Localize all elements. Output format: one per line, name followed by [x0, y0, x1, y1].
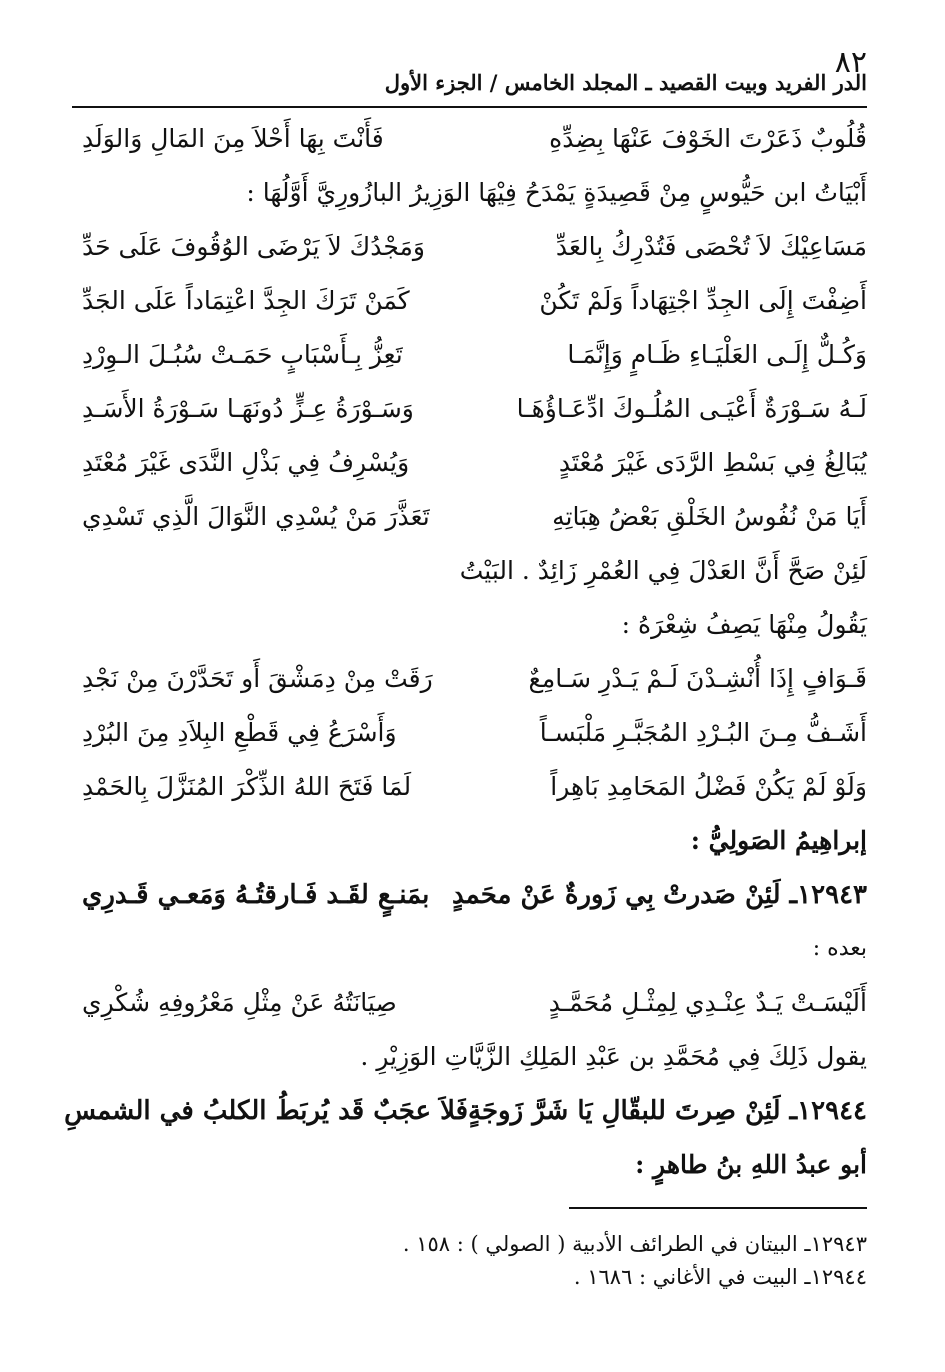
verse-line [82, 976, 867, 1030]
verse-first-hemistich: وَلَوْ لَمْ يَكُنْ فَضْلُ المَحَامِدِ بَاهِراً [550, 772, 867, 801]
verse-first-hemistich: ١٢٩٤٤ـ لَئِنْ صِرتَ للبقّالِ يَا شَرَّ زَوجَةٍ [468, 1096, 867, 1126]
verse-first-hemistich: أَضِفْتَ إِلَى الجِدِّ اجْتِهَاداً وَلَمْ تَكُنْ [539, 286, 867, 315]
verse-second-hemistich: لَمَا فَتَحَ اللهُ الذِّكْرَ المُنَزَّلَ بِالحَمْدِ [82, 772, 412, 801]
verse-first-hemistich: وَكُـلٌّ إِلَـى العَلْيَـاءِ ظَـامٍ وَإِنَّمَـا [567, 340, 867, 369]
verse-second-hemistich: فَأَنْتَ بِهَا أَحْلاَ مِنَ المَالِ وَالوَلَدِ [82, 124, 384, 153]
page-body [64, 112, 867, 1192]
prose-line: يقول ذَلِكَ فِي مُحَمَّدِ بن عَبْدِ المَلِكِ الزَّيَّاتِ الوَزِيْرِ . [360, 1042, 867, 1071]
verse-line [82, 490, 867, 544]
verse-line [82, 274, 867, 328]
numbered-verse [64, 1084, 867, 1138]
verse-line [82, 328, 867, 382]
verse-first-hemistich: قَـوَافٍ إِذَا أُنْشِـدْنَ لَـمْ يَـدْرِ سَـامِعٌ [528, 664, 867, 693]
footnotes [100, 1228, 867, 1294]
verse-second-hemistich: وَأَسْرَعُ فِي قَطْعِ البِلاَدِ مِنَ البُرْدِ [82, 718, 397, 747]
verse-line [82, 760, 867, 814]
prose-line: بعده : [812, 936, 867, 961]
page-header [72, 45, 867, 100]
prose-line: أَبْيَاتُ ابن حَيُّوسٍ مِنْ قَصِيدَةٍ يَمْدَحُ فِيْهَا الوَزِيرُ البازُورِيَّ أَوَّلُهَا : [246, 178, 867, 207]
verse-line [82, 652, 867, 706]
verse-line [82, 382, 867, 436]
verse-first-hemistich: لَـهُ سَـوْرَةٌ أَعْيَـى المُلُـوكَ ادِّعَـاؤُهَـا [516, 394, 867, 423]
verse-second-hemistich: بمَنـعٍ لقَـد فَـارقتُـهُ وَمَعـي قَـدرِي [82, 880, 430, 910]
footnote-rule [569, 1207, 867, 1209]
verse-first-hemistich: مَسَاعِيْكَ لاَ تُحْصَى فَتُدْرِكُ بِالعَدِّ [555, 232, 867, 261]
verse-first-hemistich: يُبَالِغُ فِي بَسْطِ الرَّدَى غَيْرَ مُعْتَدٍ [558, 448, 867, 477]
verse-line [82, 112, 867, 166]
verse-first-hemistich: ١٢٩٤٣ـ لَئِنْ صَدرتْ بِي زَورةٌ عَنْ محَمدٍ [452, 880, 867, 910]
verse-first-hemistich: قُلُوبٌ ذَعَرْتَ الخَوْفَ عَنْهَا بِضِدِّهِ [549, 124, 867, 153]
verse-first-hemistich: أَيَا مَنْ نُفُوسُ الخَلْقِ بَعْضُ هِبَاتِهِ [552, 502, 867, 531]
header-rule [72, 106, 867, 108]
verse-second-hemistich: صِيَانَتُهُ عَنْ مِثْلِ مَعْرُوفِهِ شُكْرِي [82, 988, 397, 1017]
numbered-verse [82, 868, 867, 922]
verse-first-hemistich: أَشَـفُّ مِـنَ البُـرْدِ المُجَبَّـرِ مَلْبَسـاً [539, 718, 867, 747]
poet-name: إبراهِيمُ الصَولِيُّ : [690, 826, 867, 855]
verse-line [82, 706, 867, 760]
prose-line: يَقُولُ مِنْهَا يَصِفُ شِعْرَهُ : [621, 610, 867, 639]
verse-line [82, 436, 867, 490]
footnote: ١٢٩٤٣ـ البيتان في الطرائف الأدبية ( الصولي ) : ١٥٨ . [402, 1232, 867, 1256]
verse-second-hemistich: كَمَنْ تَرَكَ الجِدَّ اعْتِمَاداً عَلَى الجَدِّ [82, 286, 410, 315]
verse-second-hemistich: تَعِزُّ بِـأَسْبَابٍ حَمَـتْ سُبُـلَ الـوِرْدِ [82, 340, 403, 369]
prose-line: لَئِنْ صَحَّ أَنَّ العَدْلَ فِي العُمْرِ زَائِدٌ . البَيْتُ [459, 556, 867, 585]
verse-second-hemistich: وَيُسْرِفُ فِي بَذْلِ النَّدَى غَيْرَ مُعْتَدِ [82, 448, 410, 477]
footnote: ١٢٩٤٤ـ البيت في الأغاني : ١٦٨٦ . [573, 1265, 867, 1289]
verse-second-hemistich: وَمَجْدُكَ لاَ يَرْضَى الوُقُوفَ عَلَى حَدِّ [82, 232, 426, 261]
verse-second-hemistich: فَلاَ عجَبٌ قَد يُربَطُ الكلبُ في الشمسِ [64, 1096, 469, 1126]
verse-line [82, 220, 867, 274]
verse-first-hemistich: أَلَيْسَـتْ يَـدٌ عِنْـدِي لِمِثْـلِ مُحَمَّـدٍ [548, 988, 867, 1017]
poet-name: أبو عبدُ اللهِ بنُ طاهرٍ : [635, 1150, 867, 1179]
page-number: ٨٢ [834, 45, 867, 80]
verse-second-hemistich: تَعَذَّرَ مَنْ يُسْدِي النَّوَالَ الَّذِي تَسْدِي [82, 502, 430, 531]
verse-second-hemistich: وَسَـوْرَةُ عِـزٍّ دُونَهَـا سَـوْرَةُ الأَسَـدِ [82, 394, 414, 423]
running-title: الدر الفريد وبيت القصيد ـ المجلد الخامس / الجزء الأول [384, 70, 867, 95]
verse-second-hemistich: رَقَتْ مِنْ دِمَشْقَ أَو تَحَدَّرْنَ مِنْ نَجْدِ [82, 664, 433, 693]
